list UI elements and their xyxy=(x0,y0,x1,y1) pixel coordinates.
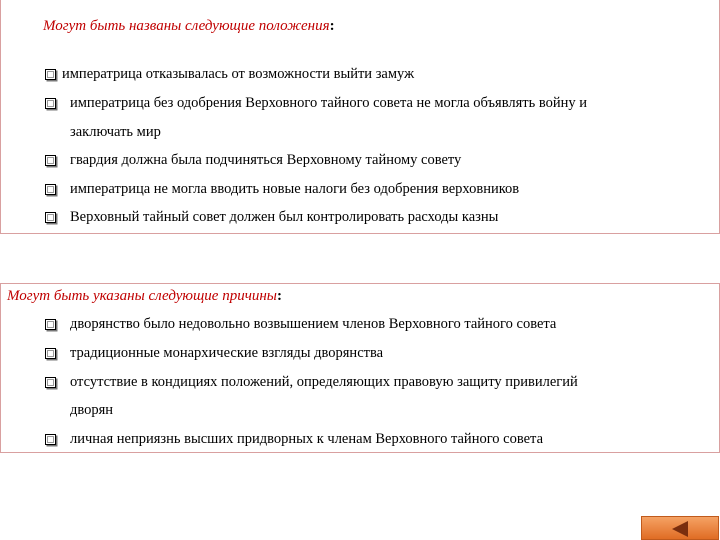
provisions-heading: Могут быть названы следующие положения: xyxy=(43,18,335,34)
checkbox-bullet-icon xyxy=(45,69,56,80)
checkbox-bullet-icon xyxy=(45,155,56,166)
reason-item-continuation: дворян xyxy=(70,402,114,418)
back-button[interactable] xyxy=(641,516,719,540)
provision-item-continuation: заключать мир xyxy=(70,124,161,140)
checkbox-bullet-icon xyxy=(45,377,56,388)
back-arrow-icon xyxy=(672,521,688,537)
provision-item: Верховный тайный совет должен был контролировать расходы казны xyxy=(70,209,499,225)
checkbox-bullet-icon xyxy=(45,98,56,109)
checkbox-bullet-icon xyxy=(45,212,56,223)
reason-item: дворянство было недовольно возвышением членов Верховного тайного совета xyxy=(70,316,557,332)
checkbox-bullet-icon xyxy=(45,184,56,195)
reason-item: отсутствие в кондициях положений, определяющих правовую защиту привилегий xyxy=(70,374,578,390)
reasons-heading: Могут быть указаны следующие причины: xyxy=(7,288,282,304)
provision-item: императрица отказывалась от возможности выйти замуж xyxy=(62,66,415,82)
provisions-panel xyxy=(0,0,720,234)
reason-item: традиционные монархические взгляды дворянства xyxy=(70,345,384,361)
provision-item: императрица без одобрения Верховного тайного совета не могла объявлять войну и xyxy=(70,95,588,111)
checkbox-bullet-icon xyxy=(45,434,56,445)
checkbox-bullet-icon xyxy=(45,319,56,330)
reasons-panel xyxy=(0,283,720,453)
provision-item: гвардия должна была подчиняться Верховному тайному совету xyxy=(70,152,462,168)
provision-item: императрица не могла вводить новые налоги без одобрения верховников xyxy=(70,181,520,197)
checkbox-bullet-icon xyxy=(45,348,56,359)
reason-item: личная неприязнь высших придворных к членам Верховного тайного совета xyxy=(70,431,543,447)
